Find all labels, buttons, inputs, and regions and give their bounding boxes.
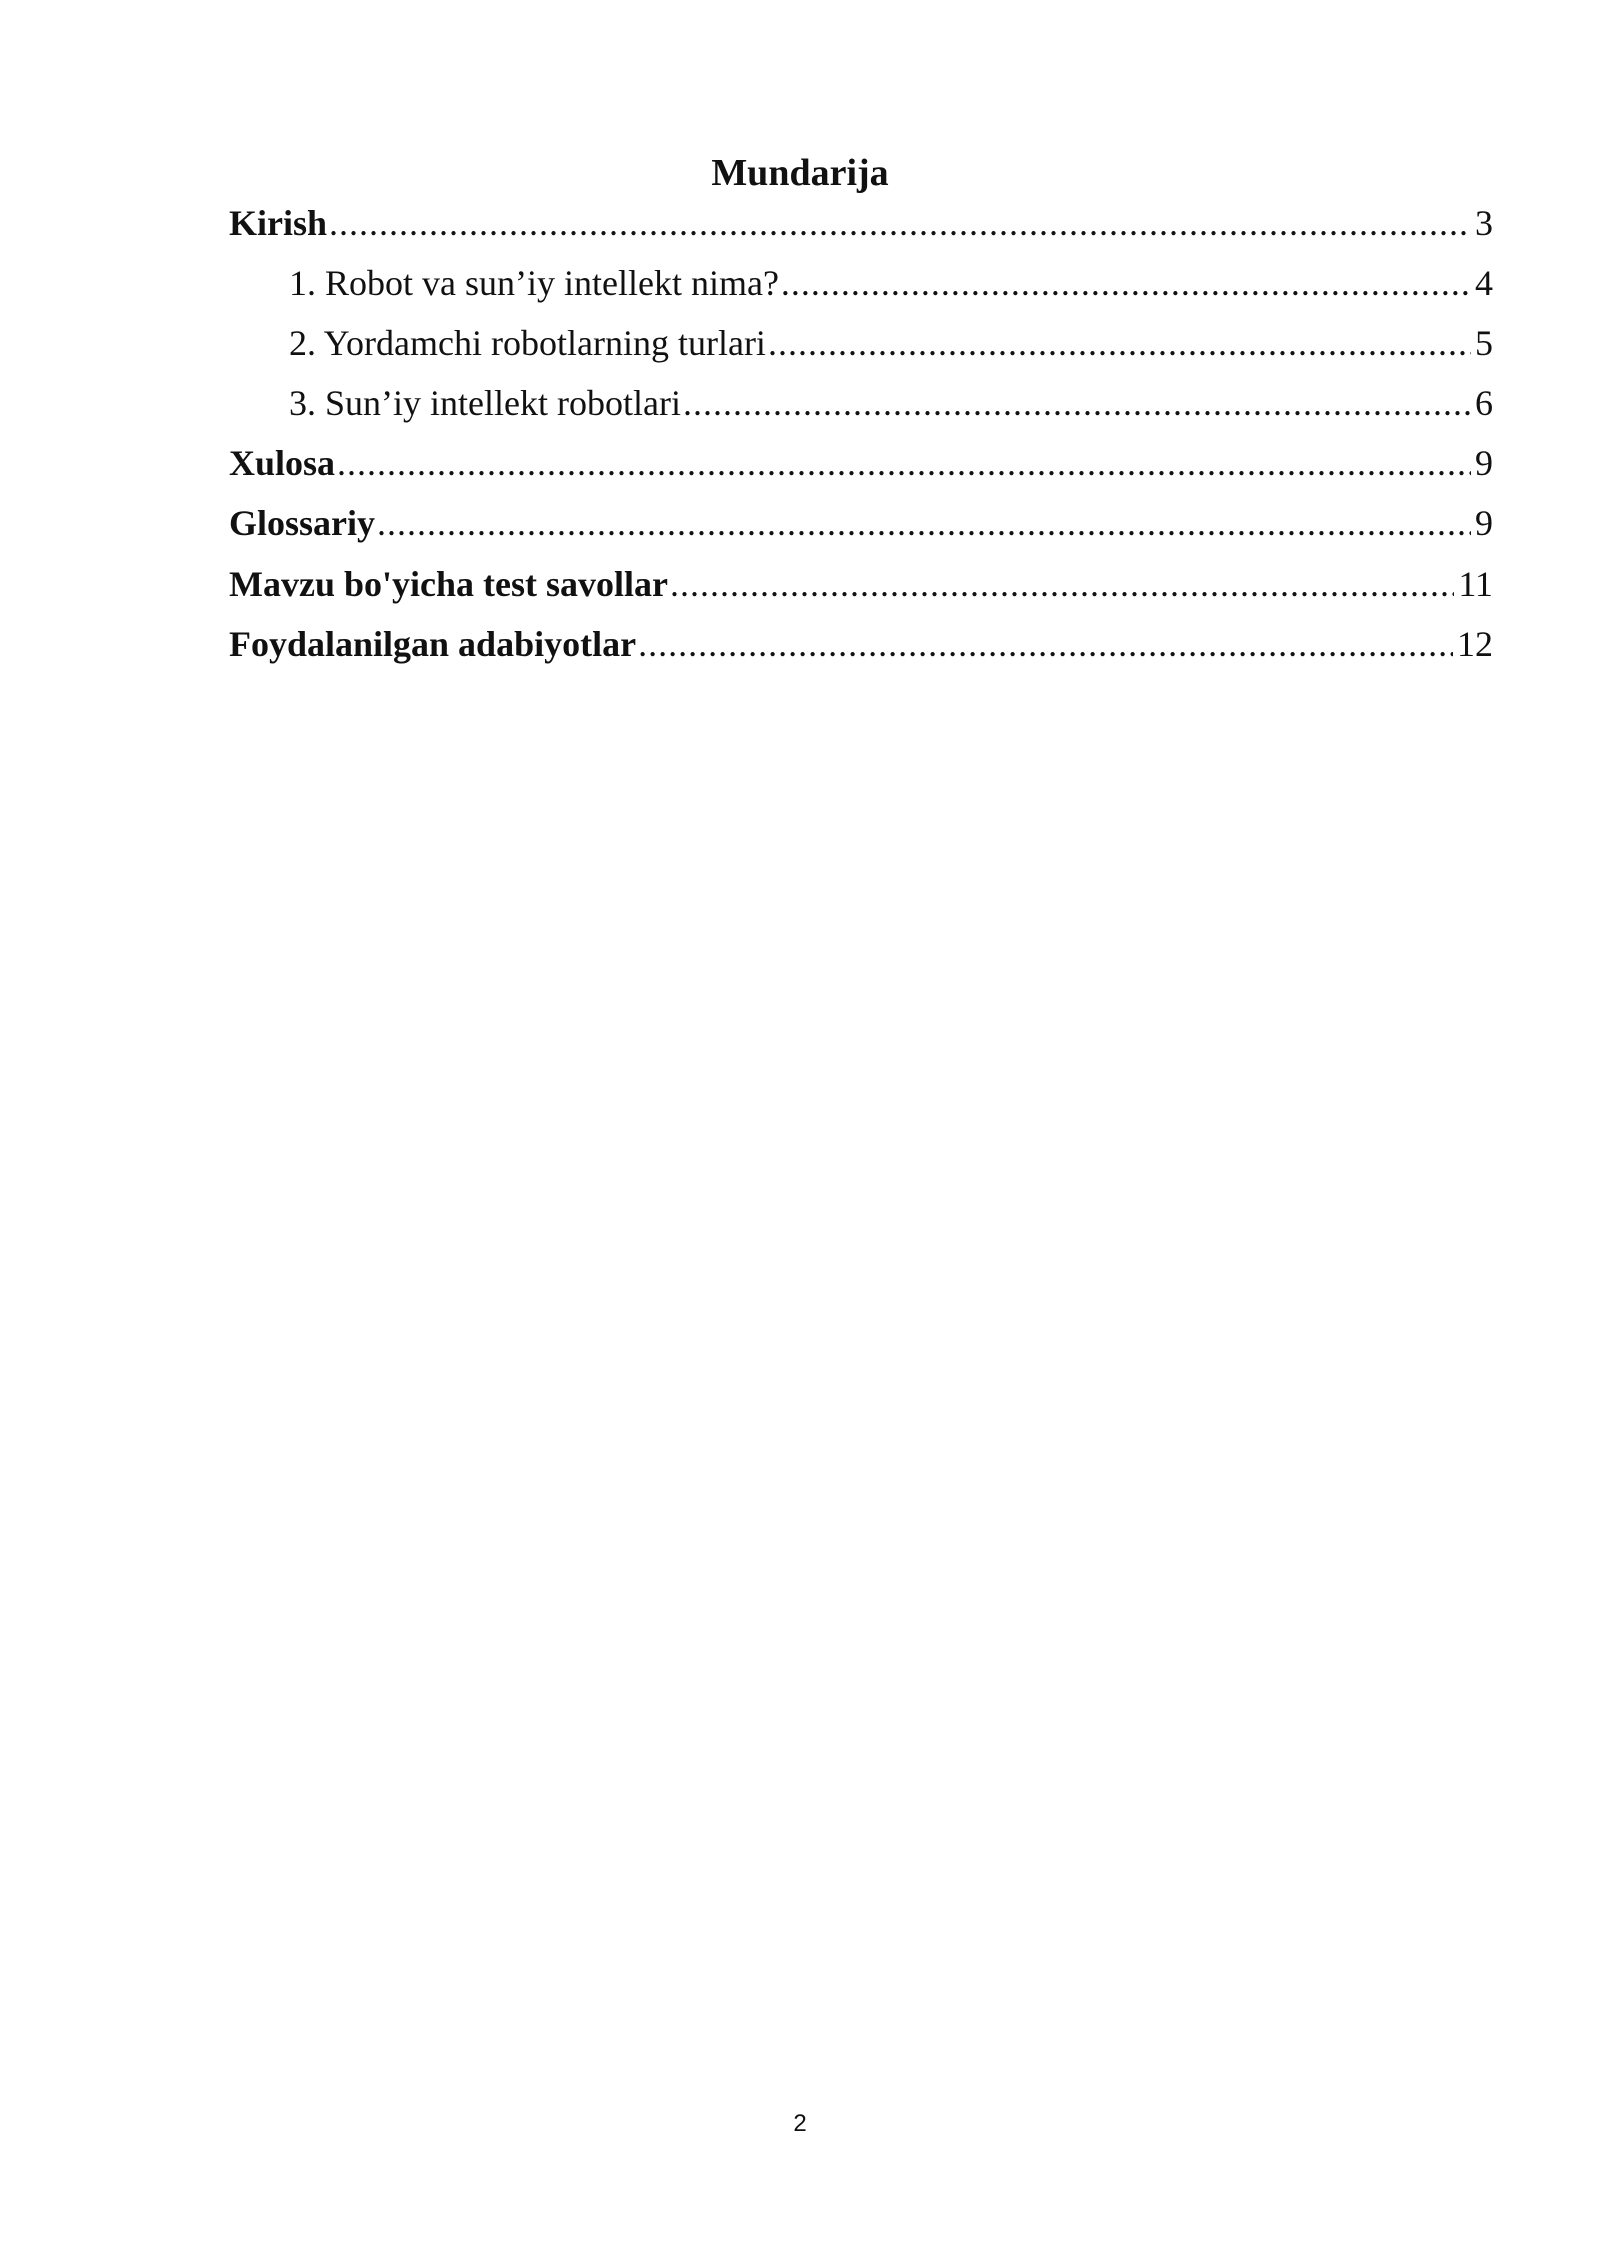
toc-entry-page-number: 11 [1458, 564, 1493, 604]
toc-entry-label: Glossariy [229, 503, 376, 543]
toc-entry-test-savollar[interactable] [229, 559, 1493, 609]
toc-dot-leader [337, 438, 1471, 488]
toc-entry-foydalanilgan-adabiyotlar[interactable] [229, 619, 1493, 669]
toc-entry-label: Kirish [229, 203, 328, 243]
toc-dot-leader [768, 318, 1471, 368]
toc-entry-yordamchi-robotlar[interactable] [289, 318, 1493, 368]
toc-entry-label: Xulosa [229, 443, 336, 483]
toc-entry-label: 1. Robot va sun’iy intellekt nima? [289, 263, 779, 303]
toc-entry-page-number: 5 [1475, 323, 1493, 363]
toc-entry-page-number: 9 [1475, 503, 1493, 543]
toc-entry-robot-va-suniy-intellekt[interactable] [289, 258, 1493, 308]
toc-dot-leader [329, 198, 1471, 248]
toc-entry-page-number: 12 [1457, 624, 1493, 664]
toc-entry-page-number: 4 [1475, 263, 1493, 303]
toc-dot-leader [781, 258, 1471, 308]
toc-entry-label: Mavzu bo'yicha test savollar [229, 564, 668, 604]
toc-title: Mundarija [711, 152, 889, 194]
toc-entry-page-number: 3 [1475, 203, 1493, 243]
toc-entry-label: 3. Sun’iy intellekt robotlari [289, 383, 681, 423]
page-number: 2 [793, 2110, 807, 2137]
toc-entry-page-number: 9 [1475, 443, 1493, 483]
toc-entry-label: Foydalanilgan adabiyotlar [229, 624, 637, 664]
toc-dot-leader [670, 559, 1454, 609]
toc-entry-label: 2. Yordamchi robotlarning turlari [289, 323, 766, 363]
toc-entry-glossariy[interactable] [229, 498, 1493, 548]
toc-entry-suniy-intellekt-robotlari[interactable] [289, 378, 1493, 428]
toc-dot-leader [683, 378, 1471, 428]
toc-entry-xulosa[interactable] [229, 438, 1493, 488]
toc-entry-page-number: 6 [1475, 383, 1493, 423]
toc-dot-leader [377, 498, 1471, 548]
toc-entry-kirish[interactable] [229, 198, 1493, 248]
toc-dot-leader [638, 619, 1453, 669]
